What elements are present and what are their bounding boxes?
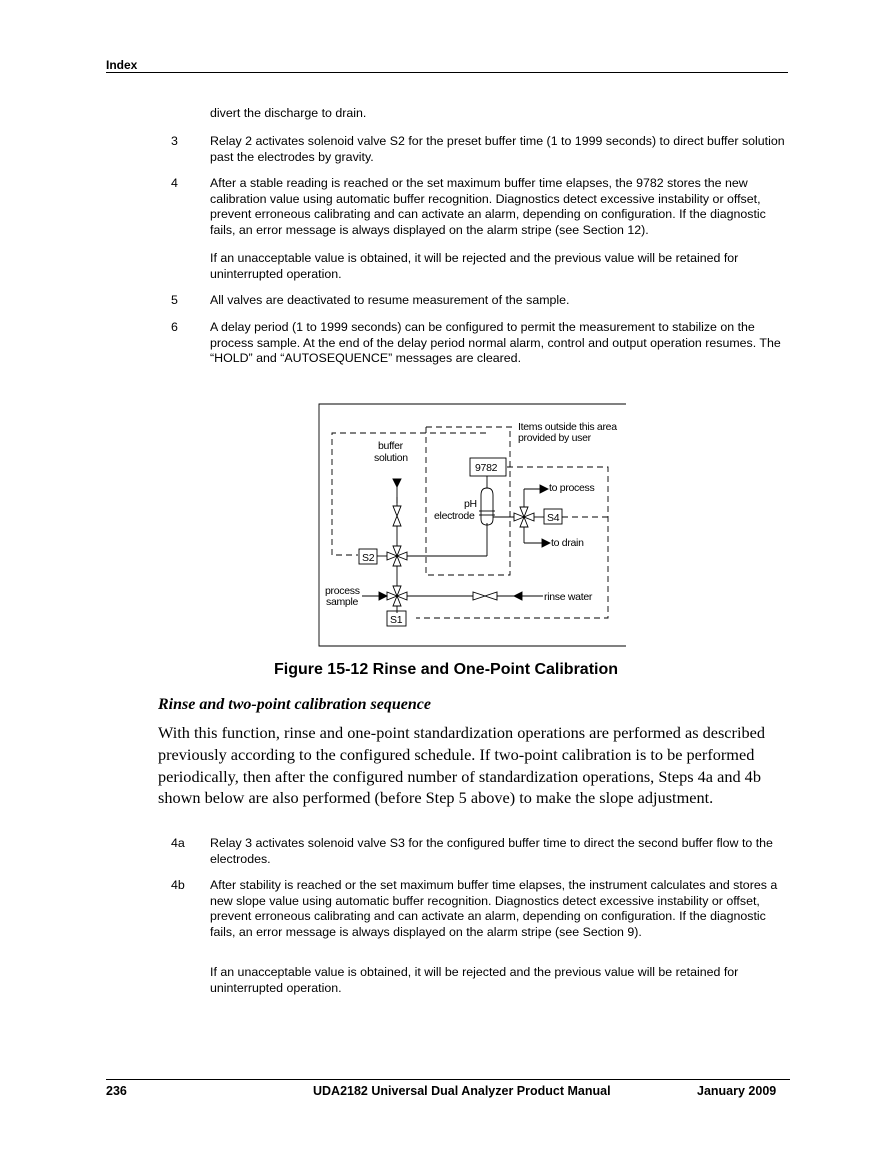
label-electrode: electrode (434, 510, 475, 522)
footer-page-number: 236 (106, 1084, 127, 1098)
label-ph: pH (464, 498, 477, 510)
footer-date: January 2009 (697, 1084, 777, 1098)
label-rinse-water: rinse water (544, 591, 593, 603)
buffer-valve (393, 506, 401, 526)
step-4b-number: 4b (171, 878, 185, 892)
label-buffer: buffer (378, 440, 403, 452)
label-9782: 9782 (475, 462, 498, 474)
label-s2: S2 (362, 552, 375, 564)
step-5-number: 5 (171, 293, 178, 307)
label-process: process (325, 585, 360, 597)
footer-rule (106, 1079, 790, 1080)
step-4a-number: 4a (171, 836, 185, 850)
label-sample: sample (326, 596, 359, 608)
s4-valve (514, 507, 534, 527)
step-4-text: After a stable reading is reached or the set maximum buffer time elapses, the 9782 stores the new calibration value using automatic buffer recognition. Diagnostics detect excessive instability or offset, prevent erroneous calibrating and can activate an alarm, depending on configuration. If the diagnostic fails, an error message is always displayed on the alarm stripe (see Section 12). (210, 176, 766, 237)
step-4b-note: If an unacceptable value is obtained, it will be rejected and the previous value will be retained for uninterrupted operation. (210, 965, 739, 995)
label-to-drain: to drain (551, 537, 584, 549)
footer-manual-title: UDA2182 Universal Dual Analyzer Product Manual (313, 1084, 611, 1098)
header-rule (106, 72, 788, 73)
label-outside-2: provided by user (518, 432, 591, 444)
step-6-number: 6 (171, 320, 178, 334)
step-5-text: All valves are deactivated to resume measurement of the sample. (210, 293, 570, 307)
label-outside-1: Items outside this area (518, 421, 617, 433)
user-area-boundary (332, 433, 486, 555)
page-header-title: Index (106, 58, 138, 72)
s1-valve (387, 586, 407, 606)
step-3-number: 3 (171, 134, 178, 148)
rinse-valve (473, 592, 497, 600)
s2-valve (387, 546, 407, 566)
label-s1: S1 (390, 614, 403, 626)
step-4b-text: After stability is reached or the set maximum buffer time elapses, the instrument calculates and stores a new slope value using automatic buffer recognition. Diagnostics detect excessive instability or offset, prevent erroneous calibrating and can activate an alarm, depending on configuration. If the diagnostic fails, an error message is always displayed on the alarm stripe (see Section 9). (210, 878, 778, 939)
step-4-number: 4 (171, 176, 178, 190)
step-4-note: If an unacceptable value is obtained, it will be rejected and the previous value will be retained for uninterrupted operation. (210, 251, 739, 281)
figure-caption: Figure 15-12 Rinse and One-Point Calibration (273, 661, 619, 678)
label-solution: solution (374, 452, 408, 464)
step-3-text: Relay 2 activates solenoid valve S2 for the preset buffer time (1 to 1999 seconds) to direct buffer solution past the electrodes by gravity. (210, 134, 785, 164)
section-title: Rinse and two-point calibration sequence (158, 696, 431, 713)
continuation-text: divert the discharge to drain. (210, 106, 367, 120)
step-6-text: A delay period (1 to 1999 seconds) can be configured to permit the measurement to stabilize on the process sample. At the end of the delay period normal alarm, control and output operation resumes. The “HOLD” and “AUTOSEQUENCE” messages are cleared. (210, 320, 781, 365)
section-body: With this function, rinse and one-point standardization operations are performed as described previously according to the configured schedule. If two-point calibration is to be performed periodically, then after the configured number of standardization operations, Steps 4a and 4b shown below are also performed (before Step 5 above) to make the slope adjustment. (158, 723, 765, 808)
ph-electrode (481, 488, 493, 525)
step-4a-text: Relay 3 activates solenoid valve S3 for the configured buffer time to direct the second buffer flow to the electrodes. (210, 836, 773, 866)
label-to-process: to process (549, 482, 595, 494)
calibration-diagram (318, 403, 628, 648)
label-s4: S4 (547, 512, 560, 524)
